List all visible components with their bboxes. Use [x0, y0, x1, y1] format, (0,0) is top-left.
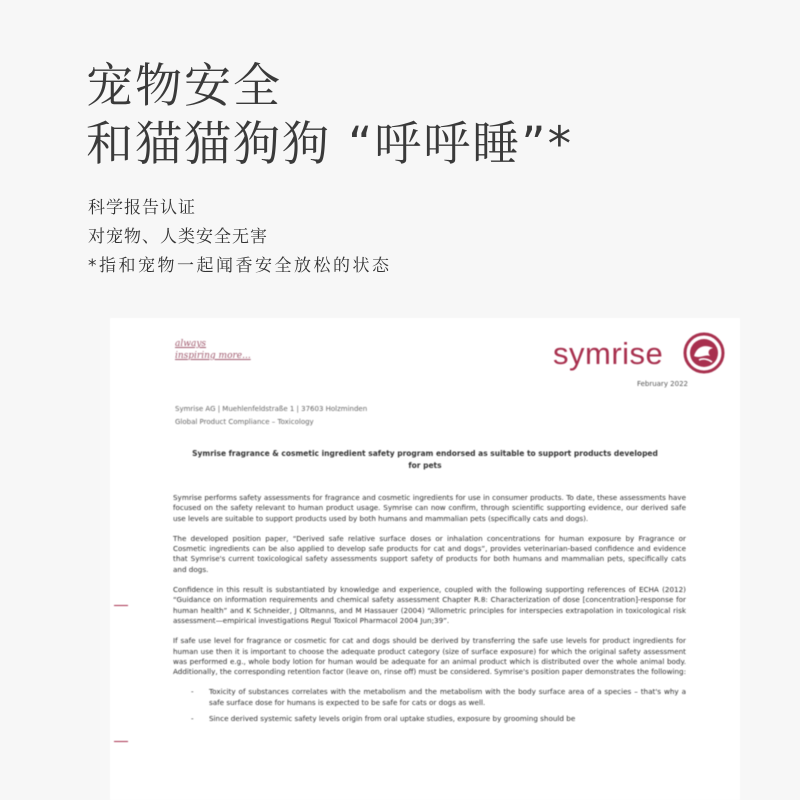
tagline-line-2: inspiring more... — [175, 351, 251, 361]
body-paragraph: If safe use level for fragrance or cosmetic for cat and dogs should be derived by transferring the safe use levels for product ingredients for human use then it is important to choose the adequate product category (size of surface exposure) for which the original safety assessment was performed e.g., whole body lotion for human would be adequate for an animal product which is distributed over the whole animal body. Additionally, the corresponding retention factor (leave on, rinse off) must be considered. Symrise's position paper demonstrates the following: — [173, 636, 686, 677]
sender-line-2: Global Product Compliance – Toxicology — [175, 418, 314, 426]
headline-line-1: 宠物安全 — [86, 59, 282, 114]
tagline-line-1: always — [175, 339, 207, 349]
list-item-text: Since derived systemic safety levels origin from oral uptake studies, exposure by grooming should be — [209, 714, 576, 724]
sender-line-1: Symrise AG | Muehlenfeldstraße 1 | 37603 Holzminden — [175, 405, 368, 413]
headline — [86, 58, 573, 174]
claim-safe-for-pets-humans: 对宠物、人类安全无害 — [88, 227, 268, 247]
body-paragraph: The developed position paper, “Derived safe relative surface doses or inhalation concentrations for human exposure by Fragrance or Cosmetic ingredients can be also applied to develop safe products for cat and dogs”, provides veterinarian-based confidence and evidence that Symrise's current toxicological safety assessments support safety of products for both humans and mammalian pets, specifically cats and dogs. — [173, 533, 686, 574]
document-date: February 2022 — [636, 380, 688, 388]
list-item: - Since derived systemic safety levels origin from oral uptake studies, exposure by grooming should be — [191, 714, 576, 724]
document-title: Symrise fragrance & cosmetic ingredient safety program endorsed as suitable to support products developed for pets — [192, 449, 658, 470]
symrise-wordmark: symrise — [553, 336, 664, 371]
findings-list — [173, 687, 686, 724]
document-body — [173, 493, 686, 730]
margin-fold-mark — [114, 741, 128, 742]
list-item-text: Toxicity of substances correlates with the metabolism and the metabolism with the body surface area of a species – that's why a safe surface dose for humans is expected to be safe for cats or dogs as well. — [209, 687, 686, 707]
claim-science-report: 科学报告认证 — [88, 198, 196, 218]
claim-footnote: *指和宠物一起闻香安全放松的状态 — [88, 256, 392, 276]
list-item: - Toxicity of substances correlates with the metabolism and the metabolism with the body surface area of a species – that's why a safe surface dose for humans is expected to be safe for cats or dogs as well. — [191, 687, 686, 707]
symrise-logo-icon — [683, 332, 725, 374]
margin-fold-mark — [114, 605, 128, 606]
claims-block — [88, 194, 392, 281]
body-paragraph: Symrise performs safety assessments for fragrance and cosmetic ingredients for use in consumer products. To date, these assessments have focused on the safety relevant to human product usage. Symrise can now confirm, through scientific supporting evidence, our derived safe use levels are suitable to support products used by both humans and mammalian pets (specifically cats and dogs). — [173, 493, 686, 523]
body-paragraph: Confidence in this result is substantiated by knowledge and experience, coupled with the following supporting references of ECHA (2012) “Guidance on information requirements and chemical safety assessment Chapter R.8: Characterization of dose [concentration]-response for human health” and K Schneider, J Oltmanns, and M Hassauer (2004) “Allometric principles for interspecies extrapolation in toxicological risk assessment—empirical investigations Regul Toxicol Pharmacol 2004 Jun;39”. — [173, 585, 686, 625]
sender-address — [175, 403, 367, 429]
headline-line-2: 和猫猫狗狗 “呼呼睡”* — [86, 117, 574, 172]
certificate-document — [110, 318, 740, 800]
symrise-tagline — [175, 338, 251, 362]
